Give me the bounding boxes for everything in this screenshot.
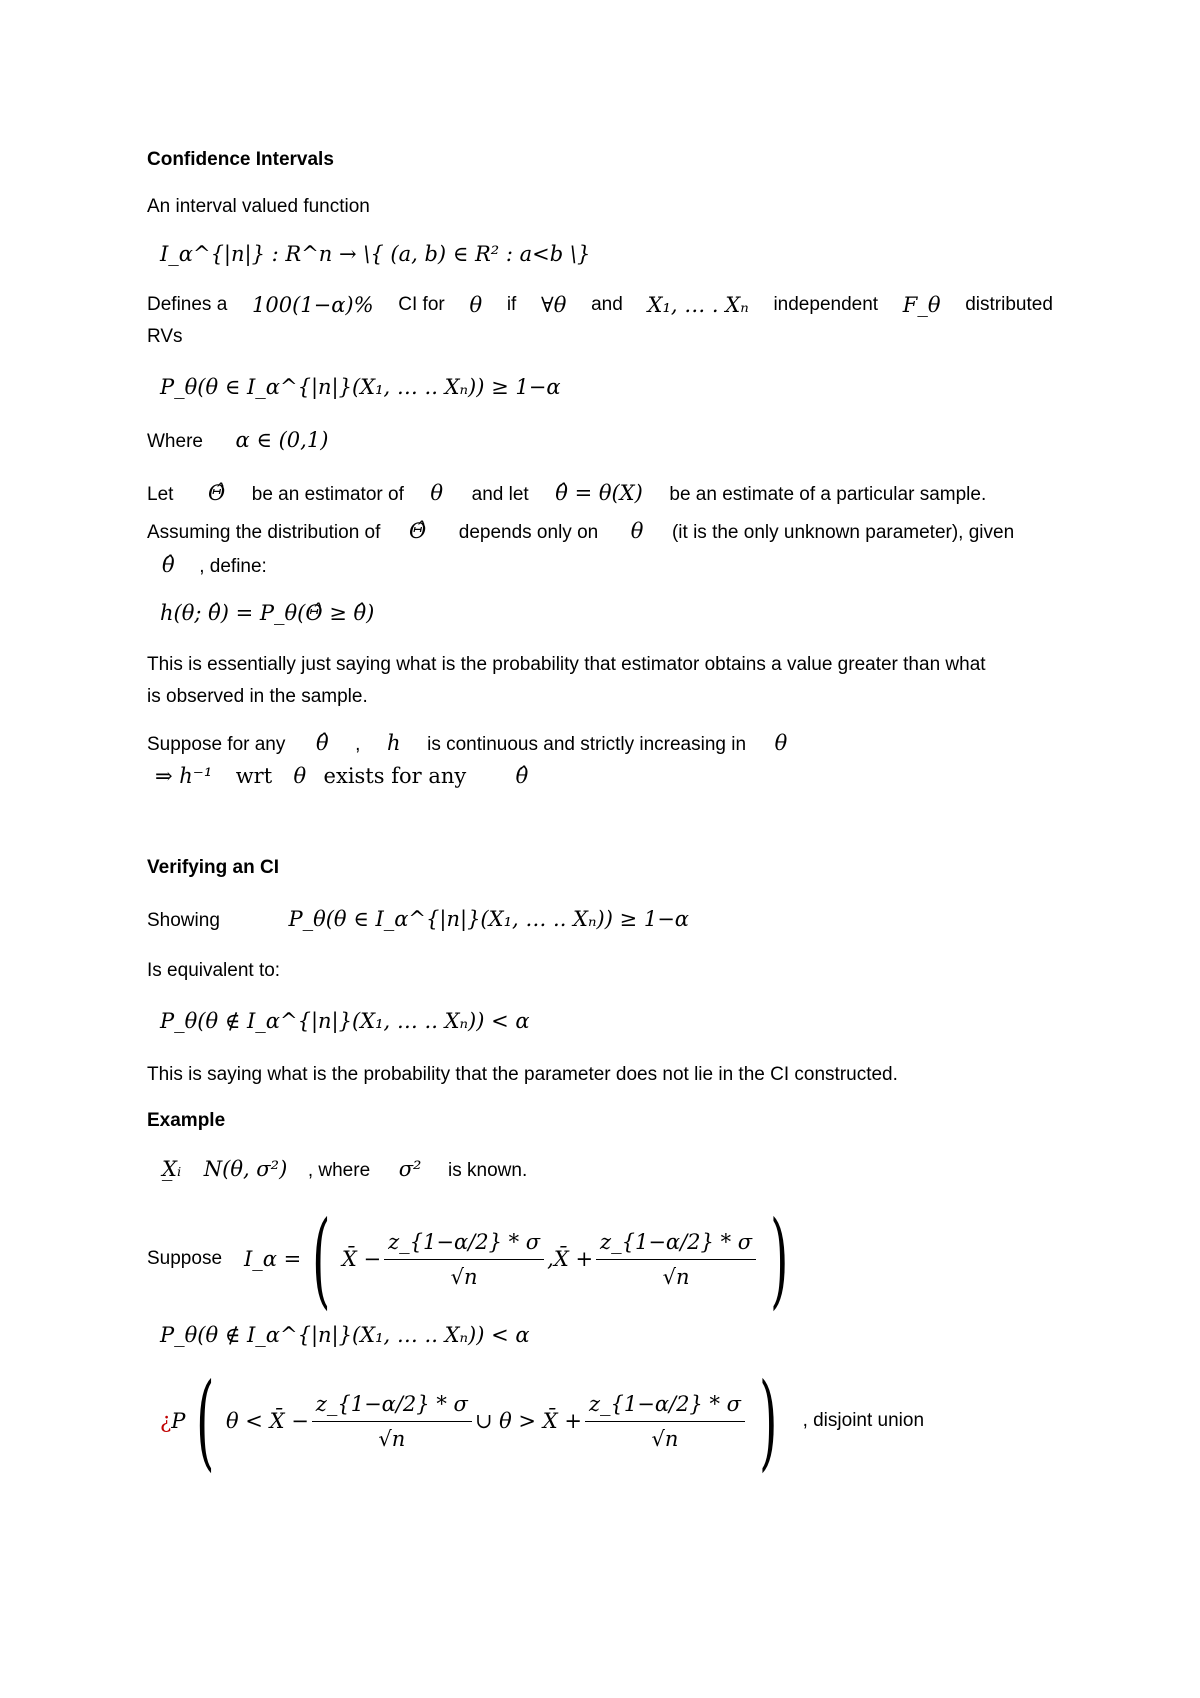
defines-math-sample: X₁, … . Xₙ bbox=[647, 293, 749, 317]
suppose-ci-denominator-right: √n bbox=[662, 1264, 690, 1289]
defines-line bbox=[147, 290, 1053, 320]
defines-math-forall-theta: ∀θ bbox=[541, 293, 567, 317]
suppose-ci-left-paren: ( bbox=[312, 1198, 331, 1320]
example-math-sigma-sq: σ² bbox=[398, 1157, 422, 1181]
let-math-estimator: Θ̂ bbox=[207, 481, 226, 505]
defines-text-5: independent bbox=[773, 294, 879, 315]
given-text: , define: bbox=[199, 556, 267, 577]
union-left-condition: θ < X̄ − bbox=[225, 1409, 309, 1433]
implies-math-theta-hat: θ̂ bbox=[515, 764, 529, 788]
union-denominator-left: √n bbox=[378, 1426, 406, 1451]
suppose-ci-fraction-right bbox=[596, 1229, 756, 1290]
suppose-ci-xbar-minus: X̄ − bbox=[341, 1247, 382, 1271]
union-prob-p: P bbox=[171, 1409, 186, 1433]
suppose-line bbox=[147, 728, 1053, 760]
defines-math-f-theta: F_θ bbox=[902, 293, 941, 317]
intro-line: An interval valued function bbox=[147, 196, 370, 217]
implies-text-wrt: wrt bbox=[235, 764, 273, 788]
example-line bbox=[162, 1154, 1068, 1186]
given-math-theta-hat: θ̂ bbox=[162, 553, 175, 577]
heading-verifying-ci: Verifying an CI bbox=[147, 857, 279, 878]
assume-line bbox=[147, 516, 1053, 548]
suppose-ci-numerator-right: z_{1−α/2} * σ bbox=[596, 1229, 756, 1260]
union-fraction-left bbox=[312, 1391, 472, 1452]
let-math-theta: θ bbox=[430, 481, 444, 505]
union-line bbox=[160, 1360, 1066, 1482]
suppose-ci-numerator-left: z_{1−α/2} * σ bbox=[384, 1229, 544, 1260]
let-text-1: Let bbox=[147, 484, 174, 505]
suppose-math-h: h bbox=[387, 731, 401, 755]
defines-math-confidence-level: 100(1−α)% bbox=[252, 293, 374, 317]
assume-text-2: depends only on bbox=[458, 522, 599, 543]
example-text-1: , where bbox=[307, 1160, 371, 1181]
union-text: , disjoint union bbox=[802, 1410, 925, 1431]
union-mark: ¿ bbox=[160, 1409, 172, 1433]
suppose-ci-denominator-left: √n bbox=[450, 1264, 478, 1289]
eq-h-definition: h(θ; θ̂) = P_θ(Θ̂ ≥ θ̂) bbox=[160, 601, 375, 625]
union-right-paren: ) bbox=[759, 1360, 778, 1482]
example-math-normal: N(θ, σ²) bbox=[203, 1157, 288, 1181]
showing-text: Showing bbox=[147, 910, 220, 931]
equivalent-line: Is equivalent to: bbox=[147, 960, 281, 981]
suppose-ci-lhs: I_α = bbox=[244, 1247, 302, 1271]
assume-text-1: Assuming the distribution of bbox=[147, 522, 381, 543]
heading-example: Example bbox=[147, 1110, 226, 1131]
let-line bbox=[147, 478, 1053, 510]
suppose-ci-xbar-plus: X̄ + bbox=[553, 1247, 594, 1271]
suppose-text-3: is continuous and strictly increasing in bbox=[427, 734, 747, 755]
union-fraction-right bbox=[585, 1391, 745, 1452]
implies-math-theta: θ bbox=[293, 764, 307, 788]
suppose-math-theta: θ bbox=[774, 731, 788, 755]
example-text-2: is known. bbox=[448, 1160, 528, 1181]
example-math-xi: X̲ᵢ bbox=[162, 1157, 182, 1181]
union-left-paren: ( bbox=[196, 1360, 215, 1482]
para-h-line-1: This is essentially just saying what is the probability that estimator obtains a value greater than what bbox=[147, 654, 986, 675]
showing-math: P_θ(θ ∈ I_α^{|n|}(X₁, … .. Xₙ)) ≥ 1−α bbox=[288, 907, 689, 931]
let-text-2: be an estimator of bbox=[251, 484, 404, 505]
heading-confidence-intervals: Confidence Intervals bbox=[147, 149, 334, 170]
union-numerator-left: z_{1−α/2} * σ bbox=[312, 1391, 472, 1422]
implies-math-h-inverse: ⇒ h⁻¹ bbox=[155, 764, 213, 788]
assume-math-estimator: Θ̂ bbox=[408, 519, 427, 543]
suppose-ci-comma: , bbox=[547, 1247, 554, 1271]
defines-text-3: if bbox=[506, 294, 517, 315]
suppose-ci-line bbox=[147, 1198, 1053, 1320]
assume-math-theta: θ bbox=[630, 519, 644, 543]
union-right-condition: ∪ θ > X̄ + bbox=[474, 1409, 582, 1433]
implies-line bbox=[155, 761, 1061, 791]
suppose-ci-right-paren: ) bbox=[770, 1198, 789, 1320]
suppose-text-1: Suppose for any bbox=[147, 734, 286, 755]
defines-text-2: CI for bbox=[398, 294, 445, 315]
defines-math-theta: θ bbox=[469, 293, 483, 317]
suppose-ci-text: Suppose bbox=[147, 1248, 223, 1269]
eq-not-in-ci: P_θ(θ ∉ I_α^{|n|}(X₁, … .. Xₙ)) < α bbox=[160, 1009, 530, 1033]
eq-interval-function: I_α^{|n|} : R^n → \{ (a, b) ∈ R² : a<b \} bbox=[160, 242, 591, 266]
para-h-line-2: is observed in the sample. bbox=[147, 686, 368, 707]
suppose-text-2: , bbox=[355, 734, 361, 755]
suppose-math-theta-hat: θ̂ bbox=[315, 731, 329, 755]
para-not-in: This is saying what is the probability that the parameter does not lie in the CI constructed. bbox=[147, 1064, 898, 1085]
implies-text-exists: exists for any bbox=[323, 764, 467, 788]
showing-line bbox=[147, 904, 1053, 936]
where-text: Where bbox=[147, 431, 203, 452]
given-line bbox=[162, 550, 1068, 582]
eq-not-in-ci-2: P_θ(θ ∉ I_α^{|n|}(X₁, … .. Xₙ)) < α bbox=[160, 1323, 530, 1347]
assume-text-3: (it is the only unknown parameter), given bbox=[671, 522, 1015, 543]
let-text-4: be an estimate of a particular sample. bbox=[669, 484, 987, 505]
let-text-3: and let bbox=[471, 484, 529, 505]
defines-line-2: RVs bbox=[147, 326, 183, 347]
union-numerator-right: z_{1−α/2} * σ bbox=[585, 1391, 745, 1422]
where-math: α ∈ (0,1) bbox=[235, 428, 329, 452]
union-denominator-right: √n bbox=[651, 1426, 679, 1451]
suppose-ci-fraction-left bbox=[384, 1229, 544, 1290]
let-math-estimate: θ̂ = θ(X) bbox=[555, 481, 643, 505]
where-line bbox=[147, 425, 1053, 457]
defines-text-6: distributed bbox=[965, 294, 1053, 315]
defines-text-4: and bbox=[591, 294, 623, 315]
defines-text-1: Defines a bbox=[147, 294, 228, 315]
eq-coverage: P_θ(θ ∈ I_α^{|n|}(X₁, … .. Xₙ)) ≥ 1−α bbox=[160, 375, 561, 399]
